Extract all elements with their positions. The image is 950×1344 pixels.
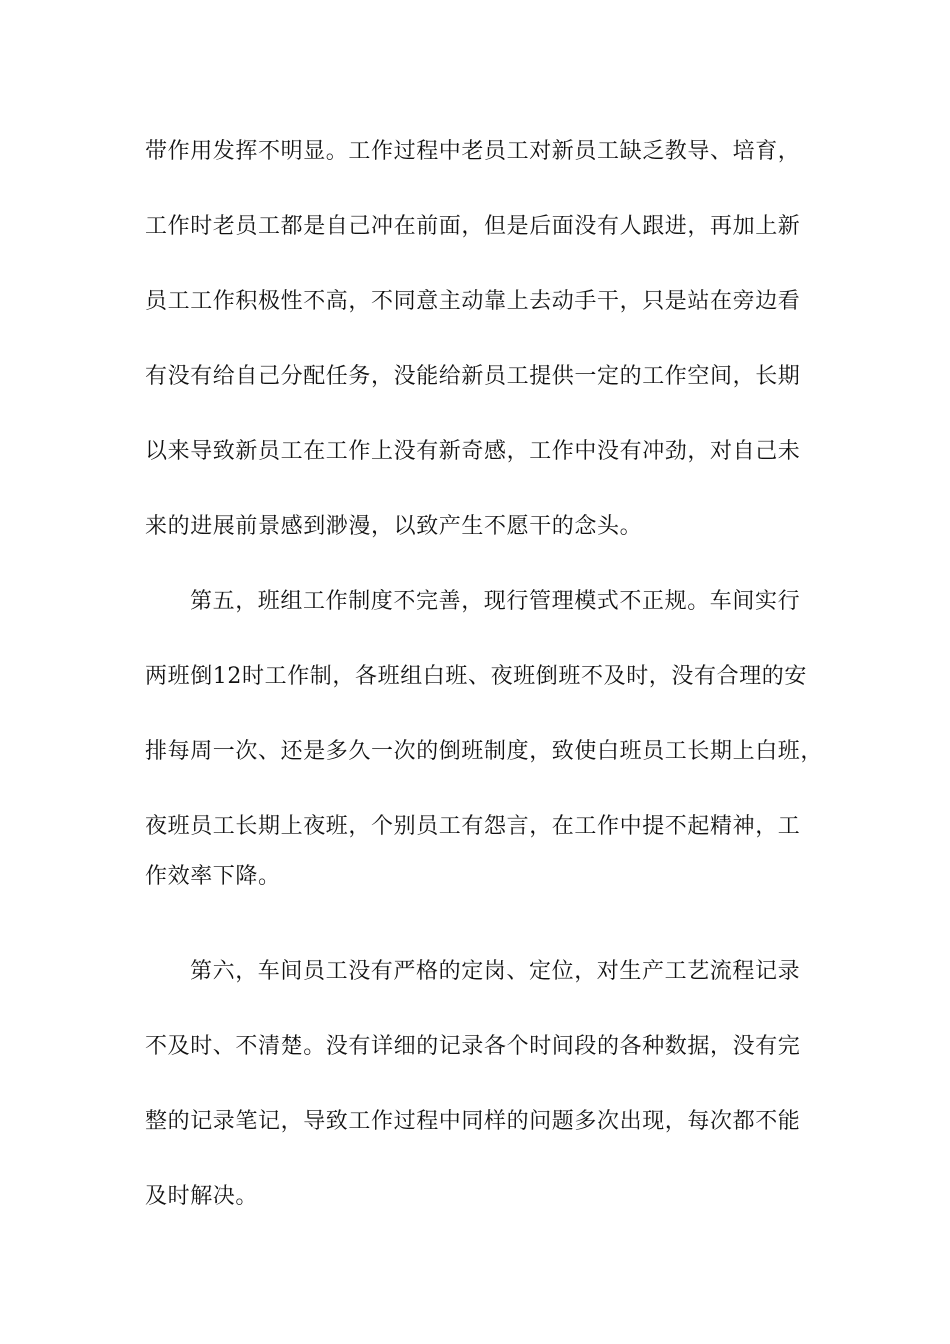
paragraph-line: 排每周一次、还是多久一次的倒班制度，致使白班员工长期上白班， bbox=[145, 739, 824, 764]
paragraph-line: 作效率下降。 bbox=[145, 864, 281, 889]
paragraph-five-first-line: 第五，班组工作制度不完善，现行管理模式不正规。车间实行 bbox=[190, 589, 801, 614]
paragraph-line: 两班倒12时工作制，各班组白班、夜班倒班不及时，没有合理的安 bbox=[145, 664, 807, 689]
paragraph-line: 夜班员工长期上夜班，个别员工有怨言，在工作中提不起精神，工 bbox=[145, 814, 801, 839]
paragraph-six-first-line: 第六，车间员工没有严格的定岗、定位，对生产工艺流程记录 bbox=[190, 959, 801, 984]
paragraph-line: 有没有给自己分配任务，没能给新员工提供一定的工作空间，长期 bbox=[145, 364, 801, 389]
paragraph-line: 员工工作积极性不高，不同意主动靠上去动手干，只是站在旁边看 bbox=[145, 289, 801, 314]
paragraph-line: 及时解决。 bbox=[145, 1184, 259, 1209]
paragraph-line: 带作用发挥不明显。工作过程中老员工对新员工缺乏教导、培育， bbox=[145, 139, 801, 164]
paragraph-line: 来的进展前景感到渺漫，以致产生不愿干的念头。 bbox=[145, 514, 643, 539]
paragraph-line: 整的记录笔记，导致工作过程中同样的问题多次出现，每次都不能 bbox=[145, 1109, 801, 1134]
paragraph-line: 以来导致新员工在工作上没有新奇感，工作中没有冲劲，对自己未 bbox=[145, 439, 801, 464]
paragraph-line: 不及时、不清楚。没有详细的记录各个时间段的各种数据，没有完 bbox=[145, 1034, 801, 1059]
paragraph-line: 工作时老员工都是自己冲在前面，但是后面没有人跟进，再加上新 bbox=[145, 214, 801, 239]
